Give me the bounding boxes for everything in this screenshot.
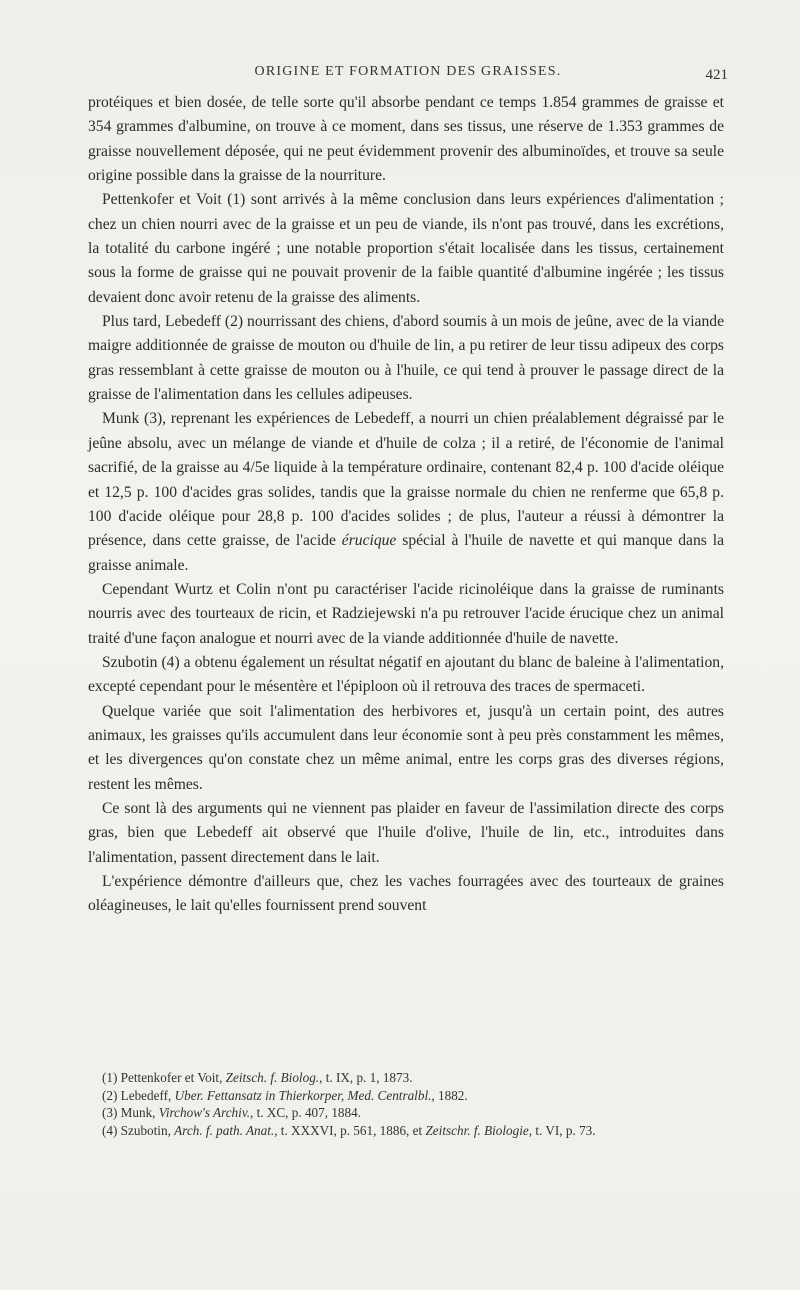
footnote-4-text-c: , t. VI, p. 73. <box>528 1122 596 1138</box>
page-header <box>88 62 728 86</box>
footnote-1-text-b: , t. IX, p. 1, 1873. <box>319 1070 413 1085</box>
footnote-1-italic: Zeitsch. f. Biolog. <box>225 1070 320 1085</box>
running-head: ORIGINE ET FORMATION DES GRAISSES. <box>254 64 562 79</box>
footnote-4-italic-b: Zeitschr. f. Biologie <box>425 1122 529 1138</box>
paragraph-4-text-b: spécial à l'huile de navette et qui manque dans la graisse animale. <box>88 532 724 574</box>
paragraph-5: Cependant Wurtz et Colin n'ont pu caractériser l'acide ricinoléique dans la graisse de ruminants nourris avec des tourteaux de ricin, et Radziejewski n'a pu retrouver l'acide érucique chez un animal traité d'une façon analogue et nourri avec de la viande additionnée d'huile de navette. <box>88 580 724 647</box>
paragraph-9: L'expérience démontre d'ailleurs que, chez les vaches fourragées avec des tourteaux de graines oléagineuses, le lait qu'elles fournissent prend souvent <box>88 873 724 915</box>
paragraph-4 <box>88 407 724 577</box>
footnotes <box>88 1069 724 1139</box>
footnote-4-text-b: , t. XXXVI, p. 561, 1886, et <box>274 1122 426 1138</box>
paragraph-7: Quelque variée que soit l'alimentation des herbivores et, jusqu'à un certain point, des autres animaux, les graisses qu'ils accumulent dans leur économie sont à peu près constamment les mêmes, et les divergences qu'on constate chez un même animal, entre les corps gras des diverses régions, restent les mêmes. <box>88 702 724 793</box>
footnote-2-text-a: (2) Lebedeff, <box>102 1087 175 1103</box>
footnote-3-text-b: , t. XC, p. 407, 1884. <box>250 1105 361 1121</box>
footnote-3-text-a: (3) Munk, <box>102 1105 159 1121</box>
footnote-1 <box>88 1069 724 1087</box>
paragraph-2: Pettenkofer et Voit (1) sont arrivés à la même conclusion dans leurs expériences d'alimentation ; chez un chien nourri avec de la graisse et un peu de viande, ils n'ont pas trouvé, dans les excrétions, la totalité du carbone ingéré ; une notable proportion s'était localisée dans les tissus, certainement sous la forme de graisse qui ne pouvait provenir de la faible quantité d'albumine ingérée ; les tissus devaient donc avoir retenu de la graisse des aliments. <box>88 191 724 306</box>
page-number: 421 <box>705 67 728 83</box>
footnote-2 <box>88 1087 724 1105</box>
footnote-4 <box>88 1122 724 1140</box>
footnote-3-italic: Virchow's Archiv. <box>158 1105 250 1121</box>
paragraph-4-italic: érucique <box>341 532 397 550</box>
footnote-2-italic: Uber. Fettansatz in Thierkorper, Med. Centralbl. <box>174 1087 432 1103</box>
footnote-4-text-a: (4) Szubotin, <box>102 1122 175 1138</box>
paragraph-3: Plus tard, Lebedeff (2) nourrissant des chiens, d'abord soumis à un mois de jeûne, avec de la viande maigre additionnée de graisse de mouton ou d'huile de lin, a pu retirer de leur tissu adipeux des corps gras ressemblant à cette graisse de mouton ou à l'huile, ce qui tend à prouver le passage direct de la graisse de l'alimentation dans les cellules adipeuses. <box>88 313 724 404</box>
footnote-3 <box>88 1104 724 1122</box>
paragraph-8: Ce sont là des arguments qui ne viennent pas plaider en faveur de l'assimilation directe des corps gras, bien que Lebedeff ait observé que l'huile d'olive, l'huile de lin, etc., introduites dans l'alimentation, passent directement dans le lait. <box>88 799 724 866</box>
paragraph-4-text-a: Munk (3), reprenant les expériences de Lebedeff, a nourri un chien préalablement dégraissé par le jeûne absolu, avec un mélange de viande et d'huile de colza ; il a retiré, de l'économie de l'animal sacrifié, de la graisse au 4/5e liquide à la température ordinaire, contenant 82,4 p. 100 d'acide oléique et 12,5 p. 100 d'acides gras solides, tandis que la graisse normale du chien ne renferme que 65,8 p. 100 d'acide oléique pour 28,8 p. 100 d'acides solides ; de plus, l'auteur a réussi à démontrer la présence, dans cette graisse, de l'acide <box>88 410 724 550</box>
paragraph-6: Szubotin (4) a obtenu également un résultat négatif en ajoutant du blanc de baleine à l'alimentation, excepté cependant pour le mésentère et l'épiploon où il retrouva des traces de spermaceti. <box>88 653 724 696</box>
footnote-2-text-b: , 1882. <box>431 1087 468 1103</box>
body-text <box>88 91 724 919</box>
paragraph-1: protéiques et bien dosée, de telle sorte qu'il absorbe pendant ce temps 1.854 grammes de graisse et 354 grammes d'albumine, on trouve à ce moment, dans ses tissus, une réserve de 1.353 grammes de graisse nouvellement déposée, qui ne peut évidemment provenir des albuminoïdes, et trouve sa seule origine possible dans la graisse de la nourriture. <box>88 94 724 185</box>
footnote-1-text-a: (1) Pettenkofer et Voit, <box>102 1070 226 1085</box>
footnote-4-italic-a: Arch. f. path. Anat. <box>174 1122 275 1138</box>
